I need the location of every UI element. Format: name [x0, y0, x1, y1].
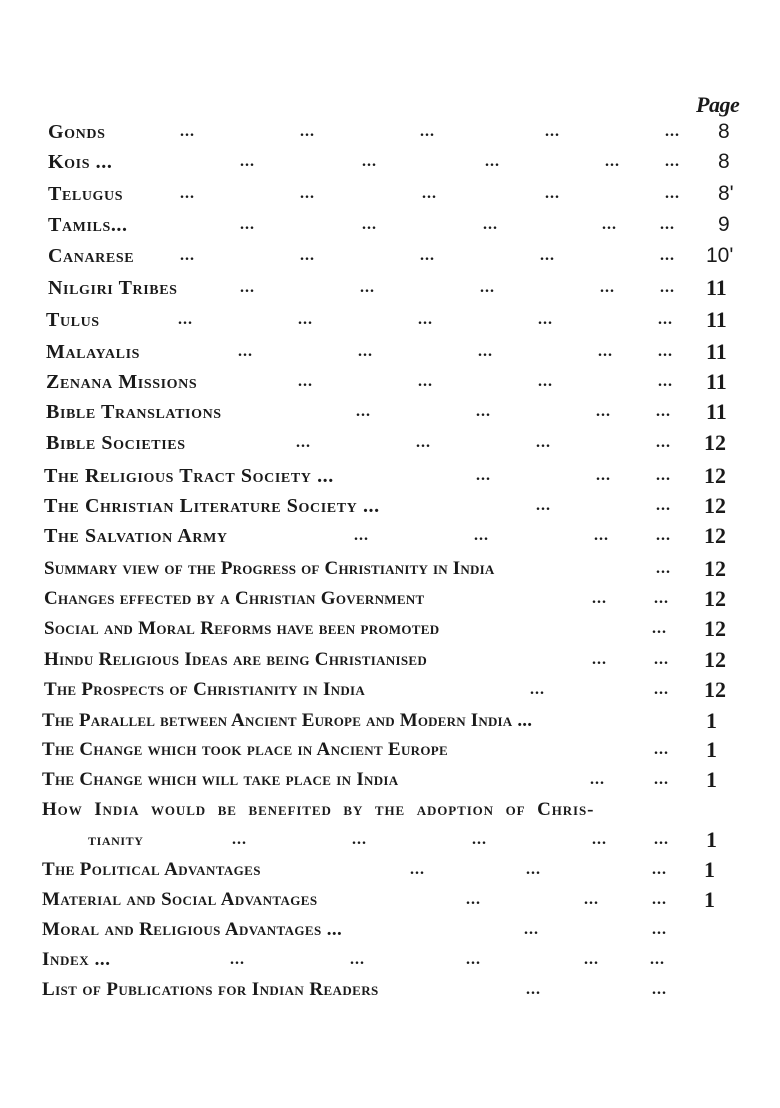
- entry-page: 12: [704, 677, 726, 702]
- leader-dots: ...: [596, 467, 611, 484]
- leader-dots: ...: [360, 279, 375, 296]
- entry-title: Malayalis: [46, 341, 141, 363]
- leader-dots: ...: [178, 311, 193, 328]
- leader-dots: ...: [530, 681, 545, 698]
- leader-dots: ...: [584, 891, 599, 908]
- entry-page: 1: [704, 857, 715, 882]
- leader-dots: ...: [598, 343, 613, 360]
- leader-dots: ...: [300, 185, 315, 202]
- entry-page: 11: [706, 399, 727, 424]
- entry-title: Gonds: [48, 121, 106, 143]
- entry-title: The Political Advantages: [42, 859, 261, 880]
- leader-dots: ...: [652, 620, 667, 637]
- entry-title: How India would be benefited by the adoption of Chris-: [42, 799, 595, 820]
- entry-title: Hindu Religious Ideas are being Christianised: [44, 649, 428, 670]
- leader-dots: ...: [600, 279, 615, 296]
- toc-entry: [0, 856, 780, 884]
- leader-dots: ...: [232, 831, 247, 848]
- leader-dots: ...: [656, 403, 671, 420]
- leader-dots: ...: [665, 123, 680, 140]
- leader-dots: ...: [356, 403, 371, 420]
- leader-dots: ...: [240, 216, 255, 233]
- leader-dots: ...: [592, 831, 607, 848]
- leader-dots: ...: [654, 590, 669, 607]
- leader-dots: ...: [538, 373, 553, 390]
- leader-dots: ...: [660, 216, 675, 233]
- leader-dots: ...: [660, 247, 675, 264]
- entry-page: 1: [706, 767, 717, 792]
- leader-dots: ...: [362, 216, 377, 233]
- entry-title: The Christian Literature Society ...: [44, 495, 380, 517]
- entry-title: The Prospects of Christianity in India: [44, 679, 366, 700]
- entry-title: Kois ...: [48, 151, 113, 173]
- leader-dots: ...: [656, 434, 671, 451]
- entry-page: 9: [718, 213, 730, 236]
- leader-dots: ...: [300, 123, 315, 140]
- entry-page: 1: [706, 737, 717, 762]
- entry-title: Social and Moral Reforms have been promoted: [44, 618, 440, 639]
- entry-title: Nilgiri Tribes: [48, 277, 178, 299]
- toc-entry: [0, 676, 780, 704]
- leader-dots: ...: [652, 921, 667, 938]
- entry-page: 11: [706, 369, 727, 394]
- leader-dots: ...: [654, 681, 669, 698]
- leader-dots: ...: [350, 951, 365, 968]
- toc-entry: [0, 338, 780, 366]
- leader-dots: ...: [298, 311, 313, 328]
- leader-dots: ...: [420, 123, 435, 140]
- leader-dots: ...: [418, 311, 433, 328]
- entry-title: tianity: [88, 830, 144, 849]
- leader-dots: ...: [656, 467, 671, 484]
- toc-entry: [0, 211, 780, 239]
- toc-entry: [0, 522, 780, 550]
- toc-entry: [0, 946, 780, 974]
- leader-dots: ...: [602, 216, 617, 233]
- entry-page: 1: [706, 708, 717, 733]
- entry-title: Bible Societies: [46, 432, 186, 454]
- leader-dots: ...: [605, 153, 620, 170]
- leader-dots: ...: [240, 279, 255, 296]
- leader-dots: ...: [418, 373, 433, 390]
- entry-title: Material and Social Advantages: [42, 889, 318, 910]
- entry-title: Changes effected by a Christian Government: [44, 588, 425, 609]
- entry-title: The Change which took place in Ancient Europe: [42, 739, 448, 760]
- entry-title: Canarese: [48, 245, 135, 267]
- toc-entry: [0, 398, 780, 426]
- entry-page: 12: [704, 523, 726, 548]
- entry-page: 11: [706, 339, 727, 364]
- leader-dots: ...: [658, 311, 673, 328]
- leader-dots: ...: [654, 831, 669, 848]
- toc-entry: [0, 886, 780, 914]
- leader-dots: ...: [240, 153, 255, 170]
- entry-page: 12: [704, 647, 726, 672]
- entry-page: 8': [718, 182, 734, 205]
- leader-dots: ...: [650, 951, 665, 968]
- leader-dots: ...: [545, 123, 560, 140]
- leader-dots: ...: [652, 891, 667, 908]
- toc-entry: [0, 736, 780, 764]
- leader-dots: ...: [660, 279, 675, 296]
- leader-dots: ...: [410, 861, 425, 878]
- toc-entry: [0, 148, 780, 176]
- leader-dots: ...: [654, 771, 669, 788]
- toc-entry: [0, 916, 780, 944]
- leader-dots: ...: [480, 279, 495, 296]
- entry-page: 12: [704, 616, 726, 641]
- entry-title: The Parallel between Ancient Europe and Modern India ...: [42, 710, 533, 731]
- toc-entry: [0, 796, 780, 824]
- leader-dots: ...: [466, 891, 481, 908]
- leader-dots: ...: [592, 590, 607, 607]
- leader-dots: ...: [665, 185, 680, 202]
- leader-dots: ...: [526, 861, 541, 878]
- entry-title: The Religious Tract Society ...: [44, 465, 334, 487]
- entry-title: Telugus: [48, 183, 124, 205]
- toc-entry: [0, 707, 780, 735]
- toc-entry: [0, 585, 780, 613]
- entry-title: Bible Translations: [46, 401, 222, 423]
- leader-dots: ...: [362, 153, 377, 170]
- toc-entry: [0, 615, 780, 643]
- toc-entry: [0, 492, 780, 520]
- leader-dots: ...: [594, 527, 609, 544]
- leader-dots: ...: [536, 434, 551, 451]
- toc-entry: [0, 462, 780, 490]
- leader-dots: ...: [180, 123, 195, 140]
- leader-dots: ...: [238, 343, 253, 360]
- toc-entry: [0, 429, 780, 457]
- entry-page: 12: [704, 493, 726, 518]
- leader-dots: ...: [658, 343, 673, 360]
- toc-entry: [0, 118, 780, 146]
- leader-dots: ...: [656, 497, 671, 514]
- leader-dots: ...: [466, 951, 481, 968]
- leader-dots: ...: [472, 831, 487, 848]
- toc-entry-continuation: [0, 826, 780, 854]
- entry-title: Summary view of the Progress of Christianity in India: [44, 558, 495, 579]
- leader-dots: ...: [352, 831, 367, 848]
- page-column-header: Page: [696, 92, 740, 117]
- entry-title: List of Publications for Indian Readers: [42, 979, 379, 1000]
- leader-dots: ...: [474, 527, 489, 544]
- leader-dots: ...: [524, 921, 539, 938]
- toc-entry: [0, 306, 780, 334]
- toc-entry: [0, 646, 780, 674]
- entry-page: 8: [718, 120, 730, 143]
- entry-title: The Change which will take place in India: [42, 769, 399, 790]
- entry-title: Moral and Religious Advantages ...: [42, 919, 343, 940]
- toc-entry: [0, 766, 780, 794]
- entry-title: Index ...: [42, 949, 111, 970]
- leader-dots: ...: [584, 951, 599, 968]
- leader-dots: ...: [545, 185, 560, 202]
- leader-dots: ...: [652, 981, 667, 998]
- leader-dots: ...: [298, 373, 313, 390]
- leader-dots: ...: [420, 247, 435, 264]
- leader-dots: ...: [476, 403, 491, 420]
- entry-title: Tamils...: [48, 214, 128, 236]
- leader-dots: ...: [485, 153, 500, 170]
- leader-dots: ...: [590, 771, 605, 788]
- leader-dots: ...: [592, 651, 607, 668]
- leader-dots: ...: [526, 981, 541, 998]
- leader-dots: ...: [596, 403, 611, 420]
- leader-dots: ...: [538, 311, 553, 328]
- entry-title: Tulus: [46, 309, 100, 331]
- leader-dots: ...: [180, 247, 195, 264]
- leader-dots: ...: [296, 434, 311, 451]
- leader-dots: ...: [540, 247, 555, 264]
- leader-dots: ...: [665, 153, 680, 170]
- toc-entry: [0, 242, 780, 270]
- leader-dots: ...: [478, 343, 493, 360]
- entry-page: 10': [706, 244, 734, 267]
- entry-page: 12: [704, 586, 726, 611]
- toc-entry: [0, 180, 780, 208]
- toc-entry: [0, 368, 780, 396]
- leader-dots: ...: [483, 216, 498, 233]
- leader-dots: ...: [654, 651, 669, 668]
- leader-dots: ...: [658, 373, 673, 390]
- entry-page: 8: [718, 150, 730, 173]
- leader-dots: ...: [354, 527, 369, 544]
- entry-title: Zenana Missions: [46, 371, 198, 393]
- toc-entry: [0, 555, 780, 583]
- entry-page: 12: [704, 430, 726, 455]
- entry-title: The Salvation Army: [44, 525, 228, 547]
- leader-dots: ...: [300, 247, 315, 264]
- leader-dots: ...: [536, 497, 551, 514]
- leader-dots: ...: [654, 741, 669, 758]
- leader-dots: ...: [656, 560, 671, 577]
- toc-entry: [0, 976, 780, 1004]
- leader-dots: ...: [656, 527, 671, 544]
- entry-page: 11: [706, 275, 727, 300]
- leader-dots: ...: [180, 185, 195, 202]
- entry-page: 11: [706, 307, 727, 332]
- entry-page: 12: [704, 556, 726, 581]
- entry-page: 1: [704, 887, 715, 912]
- entry-page: 12: [704, 463, 726, 488]
- leader-dots: ...: [652, 861, 667, 878]
- leader-dots: ...: [422, 185, 437, 202]
- leader-dots: ...: [416, 434, 431, 451]
- entry-page: 1: [706, 827, 717, 852]
- leader-dots: ...: [476, 467, 491, 484]
- leader-dots: ...: [358, 343, 373, 360]
- leader-dots: ...: [230, 951, 245, 968]
- toc-entry: [0, 274, 780, 302]
